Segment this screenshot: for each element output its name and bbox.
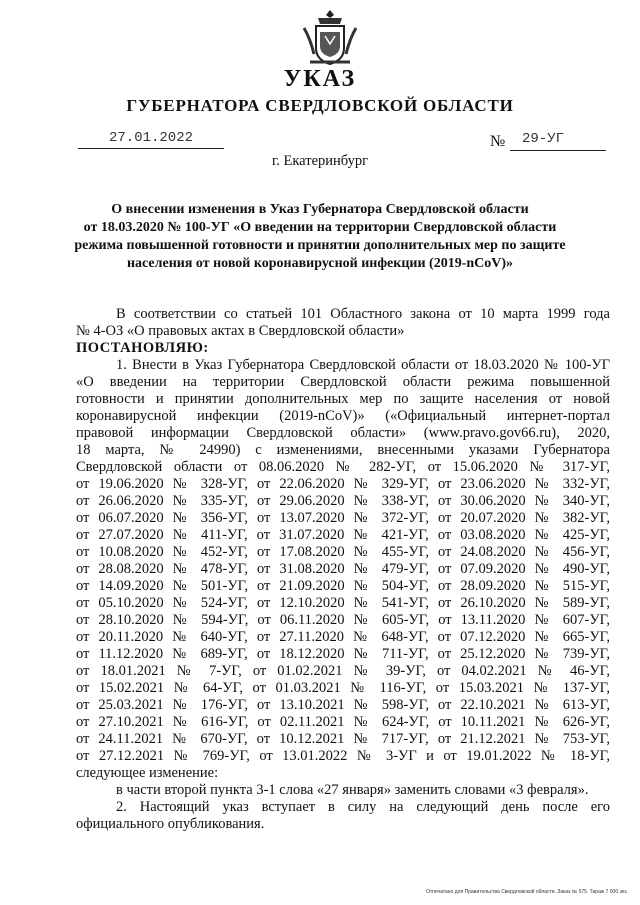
document-body (76, 306, 610, 833)
amendment-row: от 10.08.2020 № 452-УГ, от 17.08.2020 № 455-УГ, от 24.08.2020 № 456-УГ, (76, 544, 610, 560)
amendment-row: от 15.02.2021 № 64-УГ, от 01.03.2021 № 116-УГ, от 15.03.2021 № 137-УГ, (76, 680, 610, 696)
amendment-row: от 06.07.2020 № 356-УГ, от 13.07.2020 № 372-УГ, от 20.07.2020 № 382-УГ, (76, 510, 610, 526)
document-subtitle: ГУБЕРНАТОРА СВЕРДЛОВСКОЙ ОБЛАСТИ (126, 96, 514, 115)
number-underline (510, 150, 606, 151)
amendment-row: от 14.09.2020 № 501-УГ, от 21.09.2020 № 504-УГ, от 28.09.2020 № 515-УГ, (76, 578, 610, 594)
amendment-row: от 25.03.2021 № 176-УГ, от 13.10.2021 № 598-УГ, от 22.10.2021 № 613-УГ, (76, 697, 610, 713)
subject-line: от 18.03.2020 № 100-УГ «О введении на территории Свердловской области (83, 220, 557, 235)
amendment-row: от 11.12.2020 № 689-УГ, от 18.12.2020 № 711-УГ, от 25.12.2020 № 739-УГ, (76, 646, 610, 662)
amendment-row: от 28.08.2020 № 478-УГ, от 31.08.2020 № 479-УГ, от 07.09.2020 № 490-УГ, (76, 561, 610, 577)
amendment-row: от 27.10.2021 № 616-УГ, от 02.11.2021 № 624-УГ, от 10.11.2021 № 626-УГ, (76, 714, 610, 730)
amendment-row: от 27.12.2021 № 769-УГ, от 13.01.2022 № 3-УГ и от 19.01.2022 № 18-УГ, (76, 748, 610, 764)
subject-line: О внесении изменения в Указ Губернатора Свердловской области (111, 202, 529, 217)
amendment-row: от 27.07.2020 № 411-УГ, от 31.07.2020 № 421-УГ, от 03.08.2020 № 425-УГ, (76, 527, 610, 543)
print-footer: Отпечатано для Правительства Свердловской области. Заказ № 575. Тираж 7 000 экз. (426, 889, 628, 895)
city: г. Екатеринбург (271, 153, 369, 169)
item1-line: коронавирусной инфекции (2019-nCoV)» («Официальный интернет-портал (76, 408, 610, 424)
change-intro: следующее изменение: (76, 765, 219, 781)
subject-line: режима повышенной готовности и принятии дополнительных мер по защите (74, 238, 566, 253)
item1-line: готовности и принятии дополнительных мер по защите населения от новой (76, 391, 610, 407)
subject-line: населения от новой коронавирусной инфекции (2019-nCoV)» (126, 256, 514, 271)
item1-line: правовой информации Свердловской области» (www.pravo.gov66.ru), 2020, (76, 425, 610, 441)
item1-line: 1. Внести в Указ Губернатора Свердловской области от 18.03.2020 № 100-УГ (116, 357, 610, 373)
amendment-row: от 18.01.2021 № 7-УГ, от 01.02.2021 № 39-УГ, от 04.02.2021 № 46-УГ, (76, 663, 610, 679)
amendment-row: от 24.11.2021 № 670-УГ, от 10.12.2021 № 717-УГ, от 21.12.2021 № 753-УГ, (76, 731, 610, 747)
subject-heading (60, 201, 580, 273)
amendments-list (76, 476, 610, 765)
decree-word: ПОСТАНОВЛЯЮ: (76, 340, 209, 356)
preamble-line: В соответствии со статьей 101 Областного закона от 10 марта 1999 года (116, 306, 610, 322)
amendment-row: от 26.06.2020 № 335-УГ, от 29.06.2020 № 338-УГ, от 30.06.2020 № 340-УГ, (76, 493, 610, 509)
item2-line: 2. Настоящий указ вступает в силу на следующий день после его (116, 799, 610, 815)
date-underline (78, 148, 224, 149)
item1-line: 18 марта, № 24990) с изменениями, внесенными указами Губернатора (76, 442, 610, 458)
document-date: 27.01.2022 (108, 130, 193, 146)
change-text: в части второй пункта 3-1 слова «27 января» заменить словами «3 февраля». (116, 782, 589, 798)
amendment-row: от 20.11.2020 № 640-УГ, от 27.11.2020 № 648-УГ, от 07.12.2020 № 665-УГ, (76, 629, 610, 645)
number-label: № (490, 133, 506, 150)
coat-of-arms-emblem (300, 6, 360, 70)
item2-line: официального опубликования. (76, 816, 265, 832)
amendment-row: от 19.06.2020 № 328-УГ, от 22.06.2020 № 329-УГ, от 23.06.2020 № 332-УГ, (76, 476, 610, 492)
amendment-row: от 05.10.2020 № 524-УГ, от 12.10.2020 № 541-УГ, от 26.10.2020 № 589-УГ, (76, 595, 610, 611)
document-title: УКАЗ (283, 66, 357, 92)
item1-line: Свердловской области от 08.06.2020 № 282-УГ, от 15.06.2020 № 317-УГ, (76, 459, 610, 475)
item1-line: «О введении на территории Свердловской области режима повышенной (76, 374, 610, 390)
preamble-line: № 4-ОЗ «О правовых актах в Свердловской области» (76, 323, 405, 339)
document-number: 29-УГ (522, 131, 565, 147)
amendment-row: от 28.10.2020 № 594-УГ, от 06.11.2020 № 605-УГ, от 13.11.2020 № 607-УГ, (76, 612, 610, 628)
